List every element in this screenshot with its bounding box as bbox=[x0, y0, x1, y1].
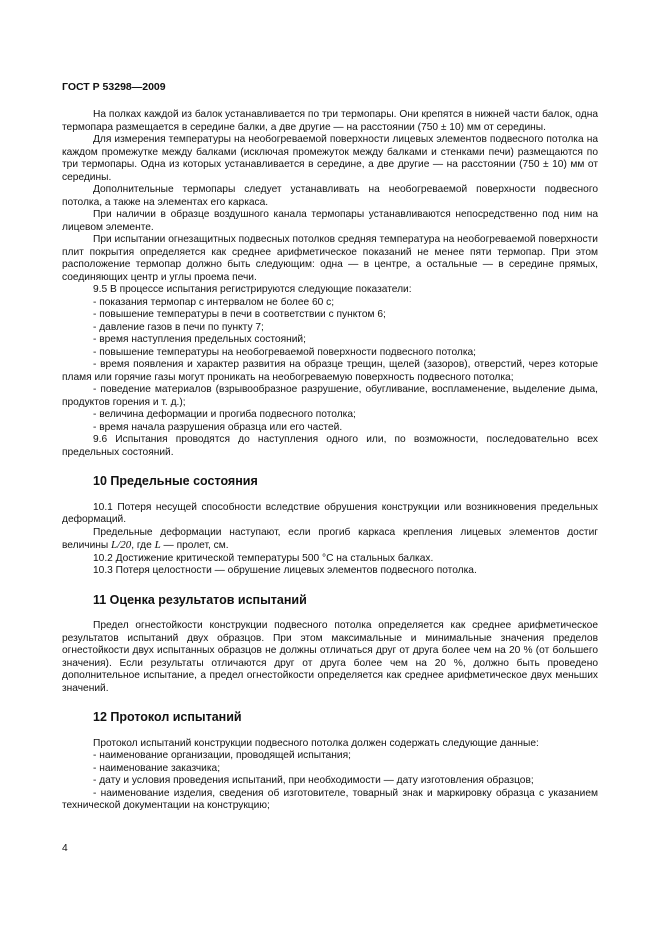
section-12-heading: 12 Протокол испытаний bbox=[93, 710, 242, 724]
deformation-text-end: — пролет, см. bbox=[160, 540, 229, 551]
page-number: 4 bbox=[62, 843, 68, 854]
list-item: - наименование изделия, сведения об изготовителе, товарный знак и маркировку образца с указанием технической документации на конструкцию; bbox=[62, 787, 598, 811]
clause-10-1: 10.1 Потеря несущей способности вследствие обрушения конструкции или возникновения предельных деформаций. bbox=[62, 501, 598, 525]
list-item: - наименование заказчика; bbox=[93, 762, 221, 774]
list-item: - время наступления предельных состояний; bbox=[93, 334, 306, 345]
list-item: - показания термопар с интервалом не более 60 с; bbox=[93, 296, 335, 308]
clause-9-5: 9.5 В процессе испытания регистрируются следующие показатели: bbox=[93, 284, 412, 295]
list-item: - наименование организации, проводящей испытания; bbox=[93, 750, 351, 761]
section-11-heading: 11 Оценка результатов испытаний bbox=[93, 592, 307, 607]
paragraph: На полках каждой из балок устанавливается по три термопары. Они крепятся в нижней части балок, одна термопара размещается в середине балки, а две другие — на расстоянии (750 ± 10) мм от середины. bbox=[62, 109, 598, 133]
list-item: - поведение материалов (взрывообразное разрушение, обугливание, воспламенение, выделение дыма, продуктов горения и т. д.); bbox=[62, 384, 598, 408]
deformation-text-middle: , где bbox=[131, 540, 155, 551]
paragraph: При наличии в образце воздушного канала термопары устанавливаются непосредственно под ним на лицевом элементе. bbox=[62, 209, 598, 233]
list-item: - время начала разрушения образца или его частей. bbox=[93, 421, 343, 433]
list-item: - повышение температуры в печи в соответствии с пунктом 6; bbox=[93, 309, 386, 320]
deformation-text-start: Предельные деформации наступают, если прогиб каркаса крепления лицевых элементов достиг величины bbox=[62, 526, 598, 551]
paragraph: При испытании огнезащитных подвесных потолков средняя температура на необогреваемой поверхности плит покрытия определяется как среднее арифметическое показаний не менее пяти термопар. При этом расположение термопар должно быть следующим: одна — в центре, а остальные — в середине прямых, соединяющих центр и углы проема печи. bbox=[62, 234, 598, 283]
clause-10-3: 10.3 Потеря целостности — обрушение лицевых элементов подвесного потолка. bbox=[93, 565, 477, 576]
section-10-heading: 10 Предельные состояния bbox=[93, 474, 258, 488]
paragraph: Дополнительные термопары следует устанавливать на необогреваемой поверхности подвесного потолка, а также на элементах его каркаса. bbox=[62, 184, 598, 208]
clause-10-2: 10.2 Достижение критической температуры 500 °С на стальных балках. bbox=[93, 552, 434, 564]
paragraph: Предел огнестойкости конструкции подвесного потолка определяется как среднее арифметическое результатов испытаний двух образцов. При этом максимальные и минимальные значения пределов огнестойкости двух испытанных образцов не должны отличаться друг от друга более чем на 20 % (от большего значения). Если результаты отличаются друг от друга более чем на 20 %, должно быть проведено дополнительное испытание, а предел огнестойкости определяется как среднее арифметическое двух меньших значений. bbox=[62, 620, 598, 694]
deformation-paragraph bbox=[62, 527, 598, 553]
list-item: - величина деформации и прогиба подвесного потолка; bbox=[93, 409, 356, 420]
document-body bbox=[62, 109, 598, 813]
list-item: - время появления и характер развития на образце трещин, щелей (зазоров), отверстий, через которые пламя или горячие газы могут проникать на необогреваемую поверхность подвесного потолка; bbox=[62, 359, 598, 383]
paragraph: Протокол испытаний конструкции подвесного потолка должен содержать следующие данные: bbox=[93, 737, 539, 749]
list-item: - дату и условия проведения испытаний, при необходимости — дату изготовления образцов; bbox=[93, 775, 534, 786]
document-header: ГОСТ Р 53298—2009 bbox=[62, 81, 166, 93]
clause-9-6: 9.6 Испытания проводятся до наступления одного или, по возможности, последовательно всех предельных состояний. bbox=[62, 434, 598, 458]
paragraph: Для измерения температуры на необогреваемой поверхности лицевых элементов подвесного потолка на каждом промежутке между балками (исключая промежуток между балками и стенками печи) размещаются по три термопары. Одна из которых устанавливается в середине, а две другие — на расстоянии (750 ± 10) мм от середины. bbox=[62, 134, 598, 183]
span-variable: L bbox=[154, 539, 161, 551]
list-item: - повышение температуры на необогреваемой поверхности подвесного потолка; bbox=[93, 346, 477, 358]
deformation-formula: L/20 bbox=[111, 539, 132, 551]
list-item: - давление газов в печи по пункту 7; bbox=[93, 321, 264, 333]
